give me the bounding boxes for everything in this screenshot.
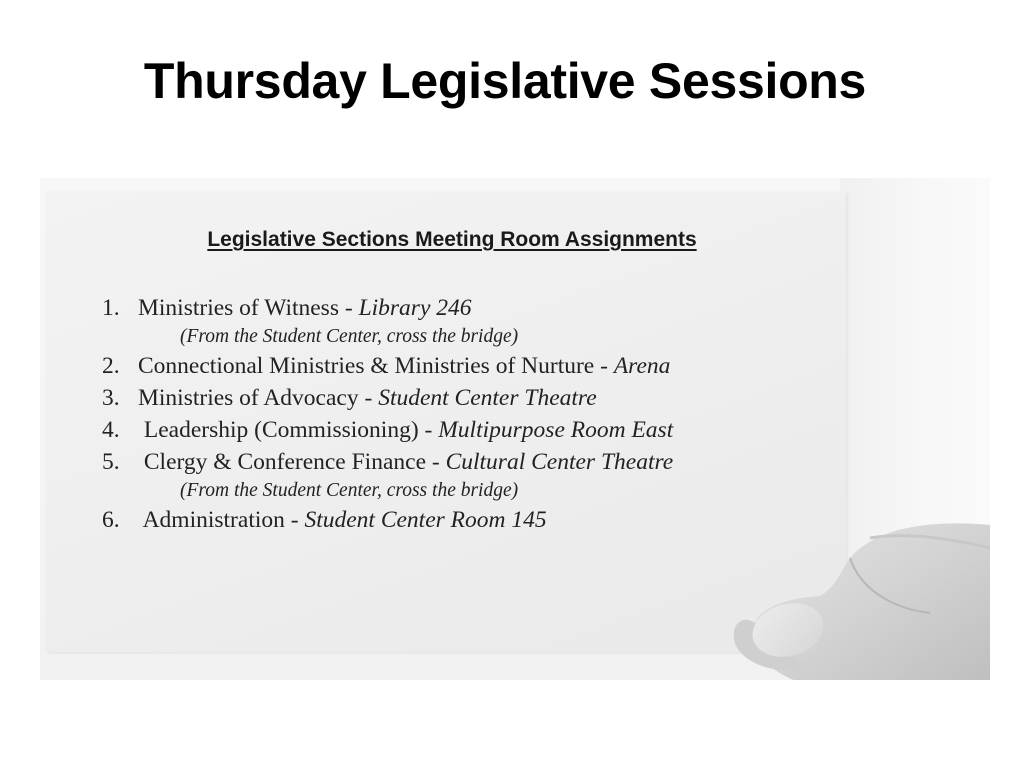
item-name: Connectional Ministries & Ministries of Nurture - [138, 353, 614, 379]
item-location: Student Center Theatre [378, 385, 597, 411]
item-number: 4. [102, 417, 120, 443]
item-location: Cultural Center Theatre [445, 449, 674, 475]
card-heading: Legislative Sections Meeting Room Assignments [207, 228, 697, 251]
room-assignment-list [102, 292, 673, 536]
item-number: 3. [102, 385, 120, 411]
list-item [102, 414, 673, 446]
slide-title: Thursday Legislative Sessions [143, 53, 867, 109]
item-number: 1. [102, 295, 120, 321]
item-location: Multipurpose Room East [438, 417, 674, 443]
list-item [102, 382, 673, 414]
list-item [102, 504, 673, 536]
item-name: Ministries of Witness - [138, 295, 359, 321]
item-name: Administration - [138, 507, 305, 533]
list-item [102, 446, 673, 504]
item-number: 2. [102, 353, 120, 379]
item-note: (From the Student Center, cross the bridge) [180, 480, 519, 501]
item-name: Ministries of Advocacy - [138, 385, 379, 411]
item-name: Leadership (Commissioning) - [138, 417, 439, 443]
list-item [102, 350, 673, 382]
item-name: Clergy & Conference Finance - [138, 449, 446, 475]
item-location: Library 246 [358, 295, 472, 321]
hand-thumb-illustration [700, 518, 990, 680]
item-number: 6. [102, 507, 120, 533]
item-number: 5. [102, 449, 120, 475]
item-note: (From the Student Center, cross the bridge) [180, 326, 519, 347]
list-item [102, 292, 673, 350]
item-location: Student Center Room 145 [304, 507, 547, 533]
item-location: Arena [613, 353, 671, 379]
